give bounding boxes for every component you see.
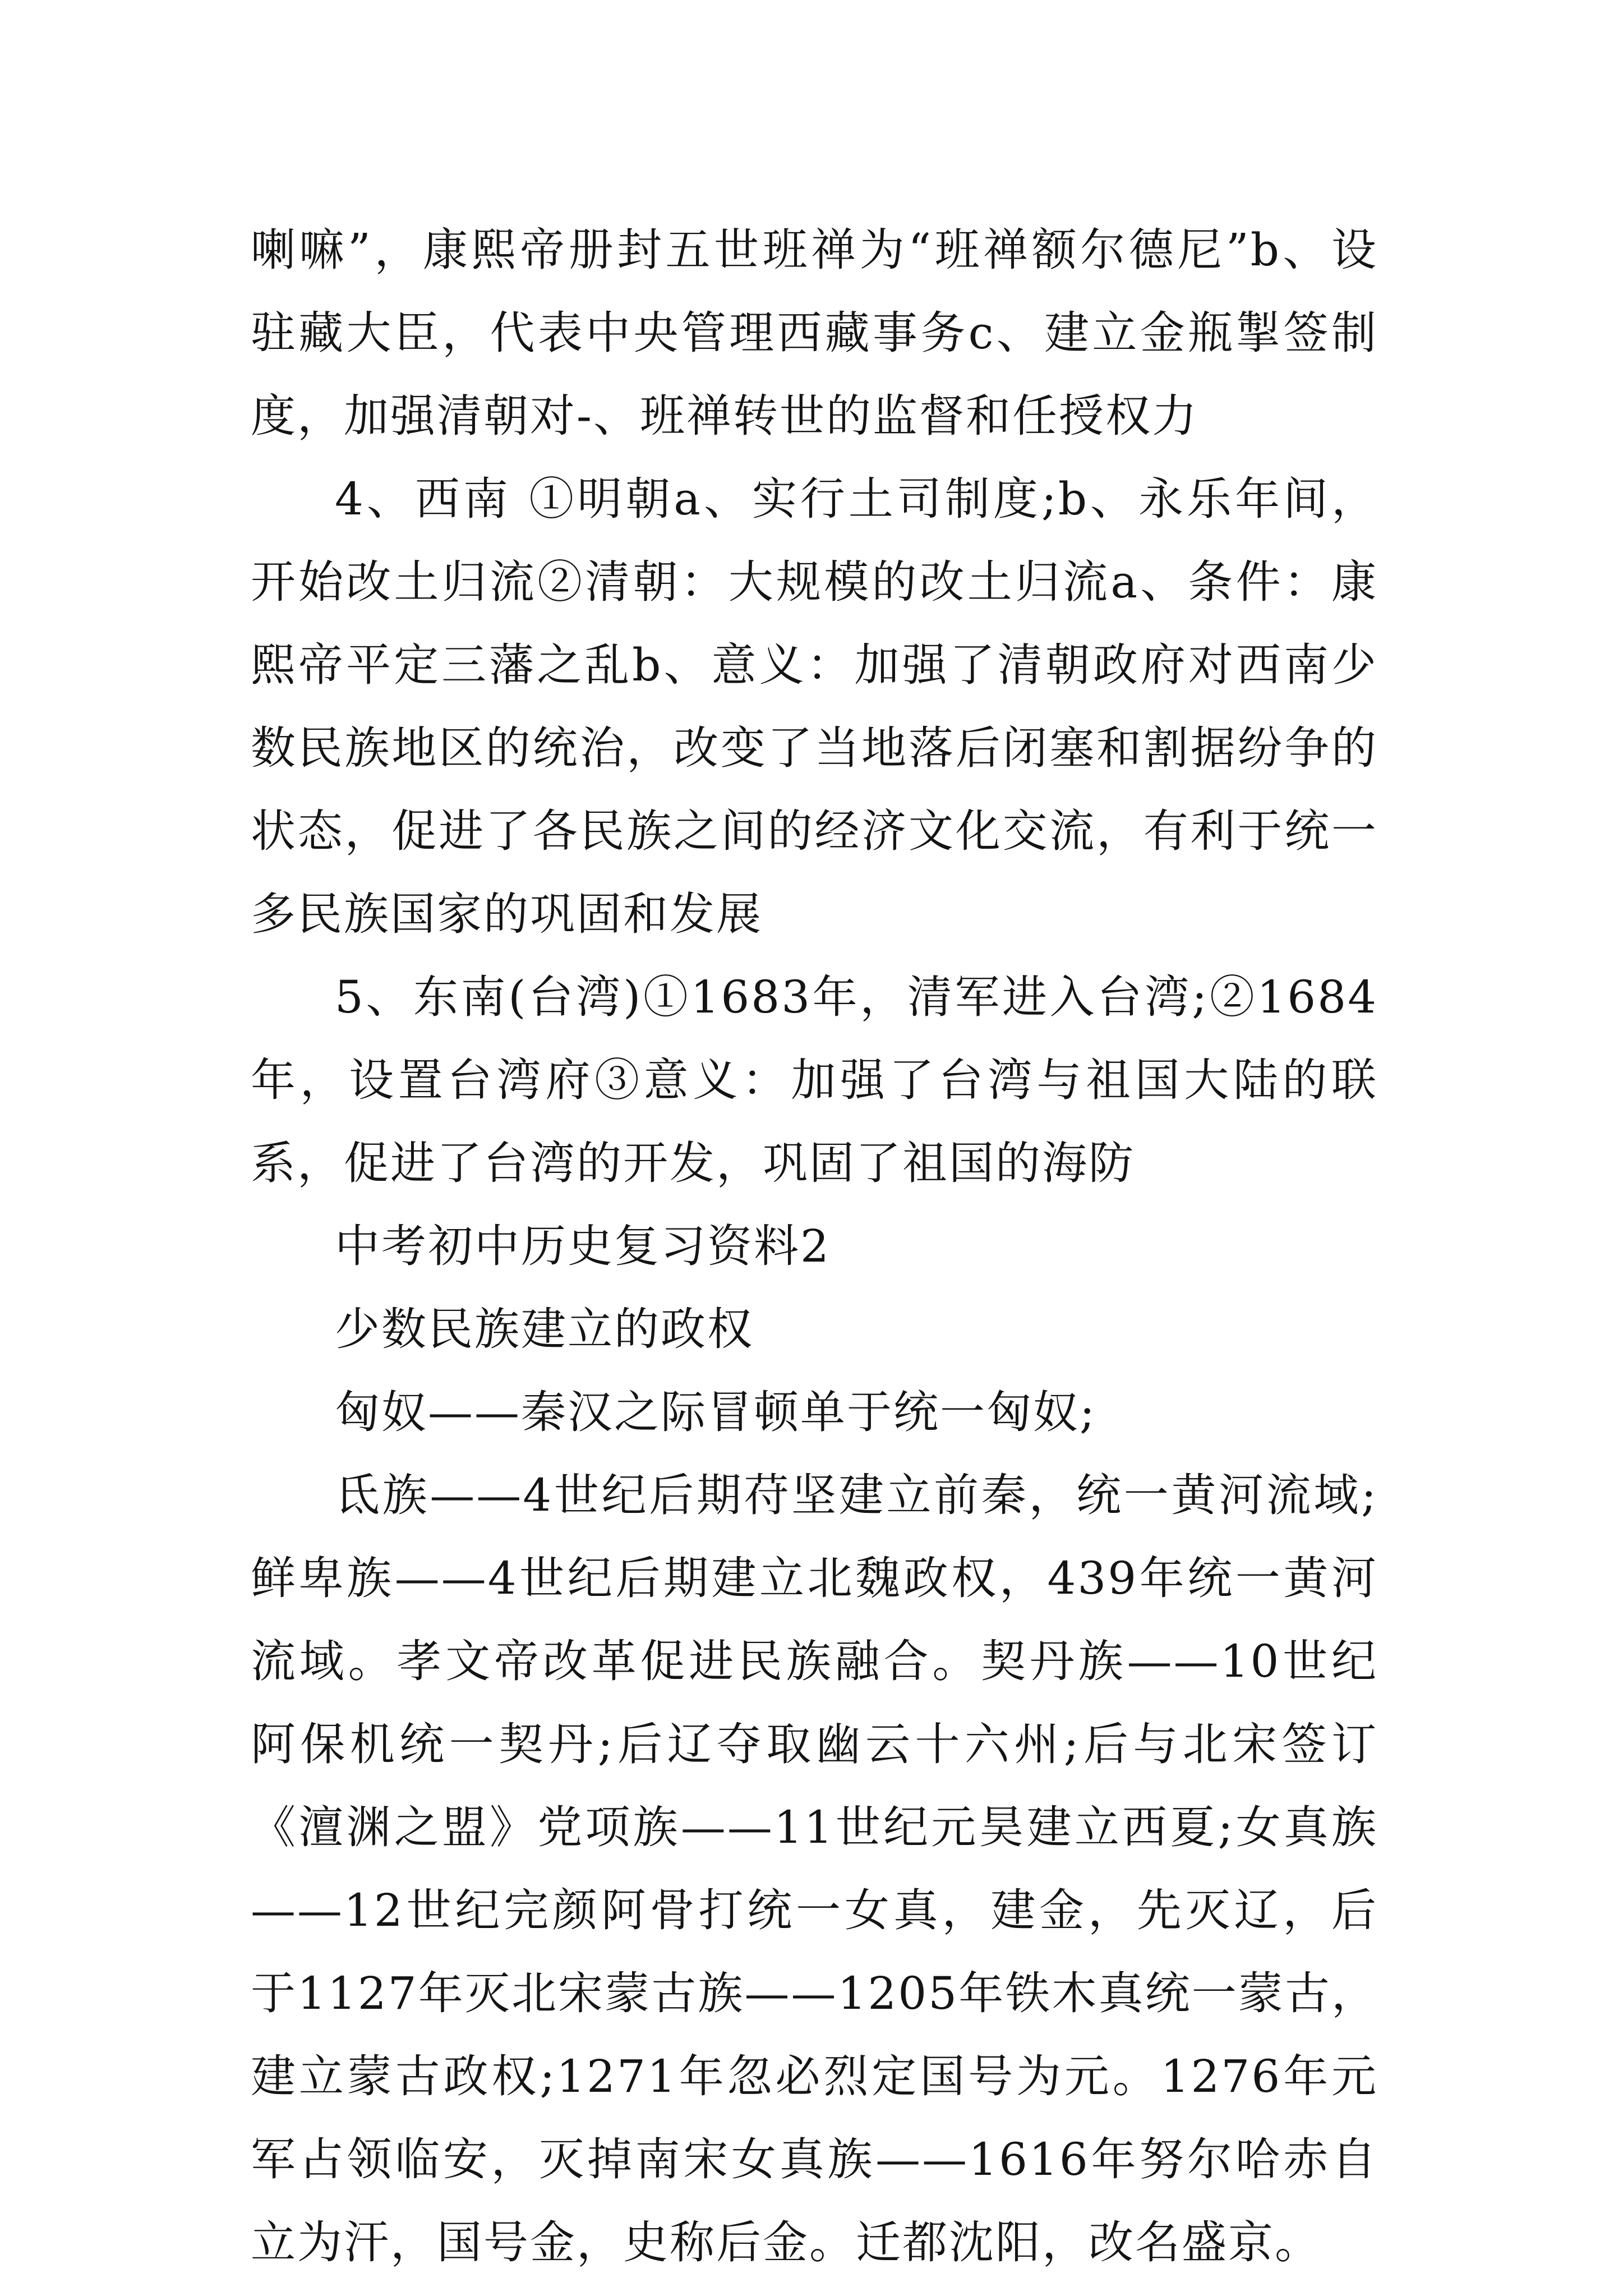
tibet-paragraph-continuation: 喇嘛”，康熙帝册封五世班禅为“班禅额尔德尼”b、设驻藏大臣，代表中央管理西藏事务c、建立金瓶掣签制度，加强清朝对-、班禅转世的监督和任授权力 <box>251 224 1378 442</box>
xiongnu-line: 匈奴——秦汉之际冒顿单于统一匈奴; <box>335 1386 1096 1438</box>
ethnic-regimes-paragraph: 氐族——4世纪后期苻坚建立前秦，统一黄河流域;鲜卑族——4世纪后期建立北魏政权，439年统一黄河流域。孝文帝改革促进民族融合。契丹族——10世纪阿保机统一契丹;后辽夺取幽云十六州;后与北宋签订《澶渊之盟》党项族——11世纪元昊建立西夏;女真族——12世纪完颜阿骨打统一女真，建金，先灭辽，后于1127年灭北宋蒙古族——1205年铁木真统一蒙古，建立蒙古政权;1271年忽必烈定国号为元。1276年元军占领临安，灭掉南宋女真族——1616年努尔哈赤自立为汗，国号金，史称后金。迁都沈阳，改名盛京。 <box>251 1469 1378 2269</box>
southwest-paragraph: 4、西南 ①明朝a、实行土司制度;b、永乐年间，开始改土归流②清朝：大规模的改土归流a、条件：康熙帝平定三藩之乱b、意义：加强了清朝政府对西南少数民族地区的统治，改变了当地落后闭塞和割据纷争的状态，促进了各民族之间的经济文化交流，有利于统一多民族国家的巩固和发展 <box>251 473 1378 940</box>
section-title: 中考初中历史复习资料2 <box>335 1220 831 1272</box>
subsection-title: 少数民族建立的政权 <box>335 1303 754 1355</box>
document-body <box>251 209 1378 2284</box>
southeast-taiwan-paragraph: 5、东南(台湾)①1683年，清军进入台湾;②1684年，设置台湾府③意义：加强了台湾与祖国大陆的联系，促进了台湾的开发，巩固了祖国的海防 <box>251 971 1378 1189</box>
